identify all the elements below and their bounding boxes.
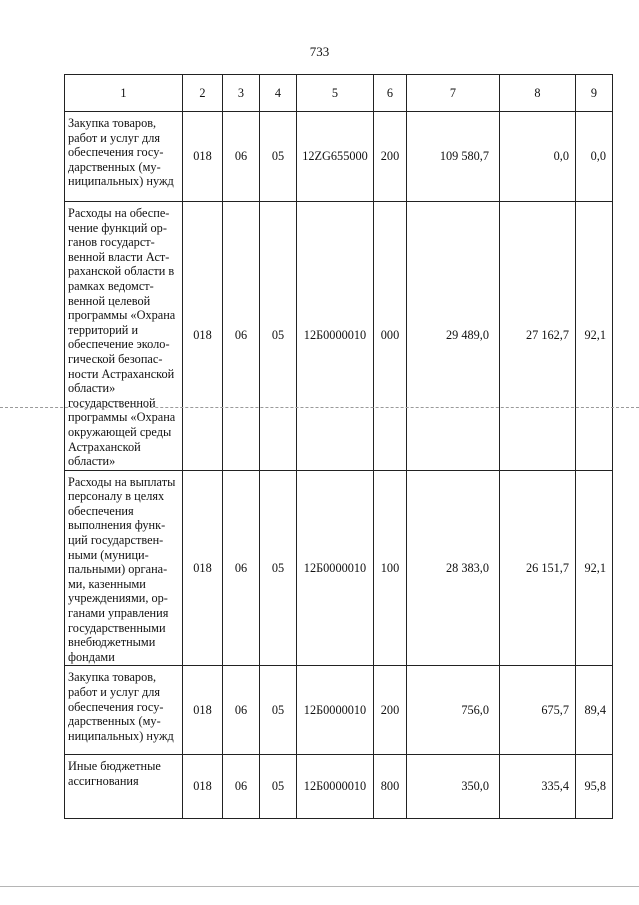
- cell-col5: 12Б0000010: [297, 470, 374, 666]
- cell-col8: 0,0: [500, 112, 576, 202]
- header-cell-1: 1: [65, 75, 183, 112]
- cell-col4: 05: [260, 755, 297, 819]
- cell-col9: 89,4: [576, 666, 613, 755]
- table-row: [65, 755, 613, 819]
- cell-col3: 06: [223, 470, 260, 666]
- header-cell-4: 4: [260, 75, 297, 112]
- cell-col5: 12ZG655000: [297, 112, 374, 202]
- header-cell-3: 3: [223, 75, 260, 112]
- page-number: 733: [309, 44, 330, 59]
- cell-col9: 95,8: [576, 755, 613, 819]
- cell-col3: 06: [223, 666, 260, 755]
- cell-col7: 756,0: [407, 666, 500, 755]
- row-name: Закупка товаров, работ и услуг для обеспечения государственных (муниципальных) нужд: [65, 112, 183, 202]
- cell-col6: 000: [374, 202, 407, 471]
- cell-col3: 06: [223, 755, 260, 819]
- table-row: [65, 112, 613, 202]
- cell-col4: 05: [260, 470, 297, 666]
- row-name: Закупка товаров, работ и услуг для обеспечения государственных (муниципальных) нужд: [65, 666, 183, 755]
- scan-fold-line: [0, 407, 639, 408]
- cell-col4: 05: [260, 112, 297, 202]
- cell-col6: 200: [374, 112, 407, 202]
- cell-col4: 05: [260, 666, 297, 755]
- cell-col9: 92,1: [576, 202, 613, 471]
- header-cell-2: 2: [183, 75, 223, 112]
- cell-col5: 12Б0000010: [297, 202, 374, 471]
- cell-col6: 100: [374, 470, 407, 666]
- cell-col2: 018: [183, 202, 223, 471]
- header-cell-8: 8: [500, 75, 576, 112]
- cell-col7: 109 580,7: [407, 112, 500, 202]
- cell-col2: 018: [183, 470, 223, 666]
- table-header-row: [65, 75, 613, 112]
- cell-col8: 26 151,7: [500, 470, 576, 666]
- row-name: Расходы на выплаты персоналу в целях обеспечения выполнения функций государственными (муниципальными) органами, казенными учреждениями, органами управления государственными внебюджетными фондами: [65, 470, 183, 666]
- table-row: [65, 666, 613, 755]
- cell-col4: 05: [260, 202, 297, 471]
- table-row: [65, 470, 613, 666]
- cell-col6: 200: [374, 666, 407, 755]
- cell-col8: 675,7: [500, 666, 576, 755]
- header-cell-5: 5: [297, 75, 374, 112]
- header-cell-9: 9: [576, 75, 613, 112]
- cell-col5: 12Б0000010: [297, 666, 374, 755]
- cell-col2: 018: [183, 112, 223, 202]
- cell-col8: 335,4: [500, 755, 576, 819]
- cell-col9: 0,0: [576, 112, 613, 202]
- cell-col7: 28 383,0: [407, 470, 500, 666]
- table-row: [65, 202, 613, 471]
- cell-col9: 92,1: [576, 470, 613, 666]
- cell-col3: 06: [223, 202, 260, 471]
- cell-col8: 27 162,7: [500, 202, 576, 471]
- cell-col5: 12Б0000010: [297, 755, 374, 819]
- cell-col3: 06: [223, 112, 260, 202]
- budget-table: [64, 74, 613, 819]
- row-name: Расходы на обеспечение функций органов государственной власти Астраханской области в рамках ведомственной целевой программы «Охрана территорий и обеспечение экологической безопасности Астраханской области» государственной программы «Охрана окружающей среды Астраханской области»: [65, 202, 183, 471]
- scan-bottom-edge: [0, 886, 639, 887]
- header-cell-6: 6: [374, 75, 407, 112]
- cell-col2: 018: [183, 755, 223, 819]
- header-cell-7: 7: [407, 75, 500, 112]
- row-name: Иные бюджетные ассигнования: [65, 755, 183, 819]
- cell-col7: 350,0: [407, 755, 500, 819]
- cell-col6: 800: [374, 755, 407, 819]
- cell-col7: 29 489,0: [407, 202, 500, 471]
- cell-col2: 018: [183, 666, 223, 755]
